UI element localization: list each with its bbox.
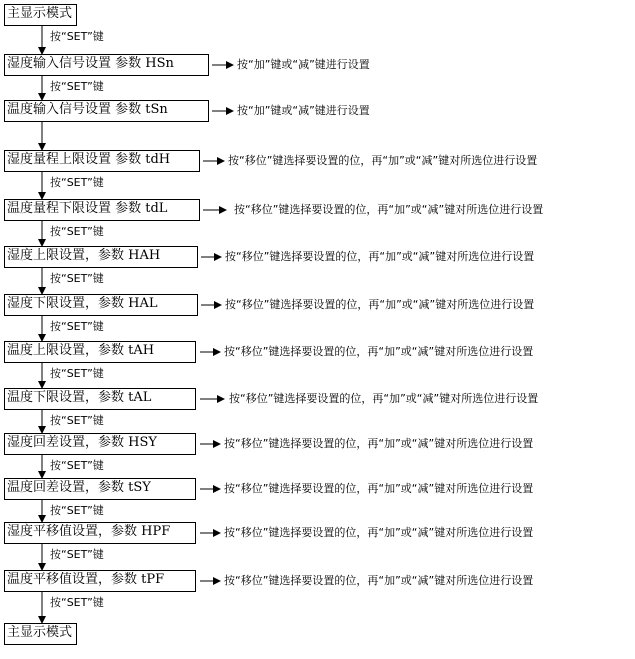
step-box: 温度输入信号设置 参数 tSn (4, 100, 209, 122)
set-label: 按“SET”键 (50, 548, 104, 561)
step-box: 湿度回差设置，参数 HSY (4, 433, 196, 455)
step-note: 按“加”键或“减”键进行设置 (237, 104, 370, 117)
set-label: 按“SET”键 (50, 80, 104, 93)
step-note: 按“移位”键选择要设置的位，再“加”或“减”键对所选位进行设置 (225, 298, 535, 311)
step-box: 温度平移值设置，参数 tPF (4, 570, 196, 592)
step-box: 温度回差设置，参数 tSY (4, 478, 196, 500)
step-note: 按“移位”键选择要设置的位，再“加”或“减”键对所选位进行设置 (224, 437, 534, 450)
step-box: 温度下限设置，参数 tAL (4, 388, 196, 410)
step-box: 温度上限设置，参数 tAH (4, 341, 196, 363)
step-box: 温度量程下限设置 参数 tdL (4, 199, 200, 221)
step-box: 湿度上限设置，参数 HAH (4, 246, 198, 268)
step-box: 湿度量程上限设置 参数 tdH (4, 150, 200, 172)
set-label: 按“SET”键 (50, 414, 104, 427)
step-note: 按“移位”键选择要设置的位，再“加”或“减”键对所选位进行设置 (224, 482, 534, 495)
step-note: 按“移位”键选择要设置的位，再“加”或“减”键对所选位进行设置 (224, 345, 534, 358)
set-label: 按“SET”键 (50, 367, 104, 380)
set-label: 按“SET”键 (50, 504, 104, 517)
set-label: 按“SET”键 (50, 176, 104, 189)
step-box: 湿度下限设置，参数 HAL (4, 294, 198, 316)
set-label: 按“SET”键 (50, 272, 104, 285)
end-box: 主显示模式 (4, 623, 77, 645)
step-note: 按“移位”键选择要设置的位，再“加”或“减”键对所选位进行设置 (234, 203, 544, 216)
step-note: 按“移位”键选择要设置的位，再“加”或“减”键对所选位进行设置 (229, 392, 539, 405)
set-label-start: 按“SET”键 (50, 30, 104, 43)
set-label: 按“SET”键 (50, 596, 104, 609)
step-note: 按“移位”键选择要设置的位，再“加”或“减”键对所选位进行设置 (228, 154, 538, 167)
step-note: 按“加”键或“减”键进行设置 (237, 58, 370, 71)
set-label: 按“SET”键 (50, 320, 104, 333)
set-label: 按“SET”键 (50, 225, 104, 238)
step-box: 湿度输入信号设置 参数 HSn (4, 54, 209, 76)
step-note: 按“移位”键选择要设置的位，再“加”或“减”键对所选位进行设置 (224, 526, 534, 539)
step-box: 湿度平移值设置，参数 HPF (4, 522, 196, 544)
step-note: 按“移位”键选择要设置的位，再“加”或“减”键对所选位进行设置 (225, 250, 535, 263)
set-label: 按“SET”键 (50, 459, 104, 472)
step-note: 按“移位”键选择要设置的位，再“加”或“减”键对所选位进行设置 (224, 574, 534, 587)
start-box: 主显示模式 (4, 4, 77, 26)
